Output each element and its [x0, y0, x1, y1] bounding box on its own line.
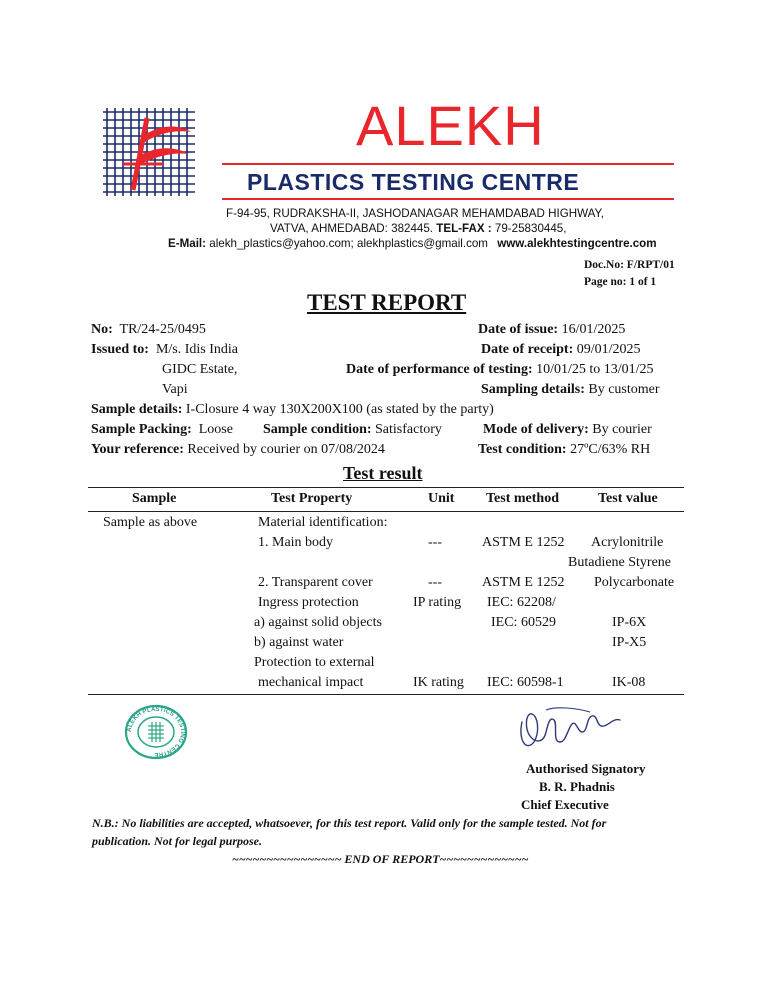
- sample-details: Sample details: I-Closure 4 way 130X200X100 (as stated by the party): [91, 402, 494, 417]
- value-cell: IP-6X: [612, 615, 647, 630]
- brand-divider-lower: [222, 198, 674, 200]
- value-cell: IK-08: [612, 675, 646, 690]
- end-of-report: ~~~~~~~~~~~~~~~~ END OF REPORT~~~~~~~~~~~~~: [232, 852, 529, 866]
- table-row: 2. Transparent cover: [258, 575, 373, 590]
- unit-cell: ---: [428, 535, 442, 550]
- table-row: mechanical impact: [258, 675, 364, 690]
- website: www.alekhtestingcentre.com: [497, 237, 657, 250]
- result-heading: Test result: [343, 463, 423, 483]
- table-top-rule: [88, 487, 684, 488]
- issued-to: Issued to: M/s. Idis India: [91, 342, 239, 357]
- disclaimer-line1: N.B.: No liabilities are accepted, whatsoever, for this test report. Valid only for the sample tested. Not for: [92, 816, 607, 830]
- page-number: Page no: 1 of 1: [584, 276, 657, 288]
- column-header-unit: Unit: [428, 491, 455, 506]
- table-row: b) against water: [254, 635, 344, 650]
- signature-icon: [516, 702, 622, 760]
- sample-cell: Sample as above: [103, 515, 198, 530]
- unit-cell: IP rating: [413, 595, 462, 610]
- date-of-receipt: Date of receipt: 09/01/2025: [481, 342, 641, 357]
- value-cell: Polycarbonate: [594, 575, 675, 590]
- test-condition: Test condition: 27ºC/63% RH: [478, 442, 651, 457]
- address-city: VATVA, AHMEDABAD: 382445.: [270, 222, 434, 235]
- tel-label: TEL-FAX :: [436, 222, 492, 235]
- report-title: TEST REPORT: [307, 290, 467, 315]
- table-row: Ingress protection: [258, 595, 359, 610]
- column-header-value: Test value: [598, 491, 658, 506]
- table-header-rule: [88, 511, 684, 512]
- sample-condition: Sample condition: Satisfactory: [263, 422, 442, 437]
- doc-number: Doc.No: F/RPT/01: [584, 259, 675, 271]
- tel-value: 79-25830445,: [494, 222, 567, 235]
- method-cell: IEC: 60598-1: [487, 675, 564, 690]
- sample-packing: Sample Packing: Loose: [91, 422, 233, 437]
- sampling-details: Sampling details: By customer: [481, 382, 660, 397]
- column-header-method: Test method: [486, 491, 559, 506]
- method-cell: ASTM E 1252: [482, 575, 565, 590]
- seal-stamp-icon: [124, 704, 188, 760]
- table-bottom-rule: [88, 694, 684, 695]
- issued-to-line3: Vapi: [162, 382, 188, 397]
- method-cell: IEC: 62208/: [487, 595, 556, 610]
- table-row: 1. Main body: [258, 535, 334, 550]
- issued-to-line2: GIDC Estate,: [162, 362, 238, 377]
- logo-icon: [103, 108, 195, 196]
- your-reference: Your reference: Received by courier on 07/08/2024: [91, 442, 385, 457]
- email-value: alekh_plastics@yahoo.com; alekhplastics@gmail.com: [209, 237, 488, 250]
- table-row: Protection to external: [254, 655, 375, 670]
- value-cell: IP-X5: [612, 635, 647, 650]
- signatory-role: Chief Executive: [521, 797, 609, 812]
- brand-name: ALEKH: [356, 94, 545, 157]
- method-cell: IEC: 60529: [491, 615, 556, 630]
- table-row: Material identification:: [258, 515, 388, 530]
- value-cell: Butadiene Styrene: [568, 555, 672, 570]
- contact-line: [168, 237, 657, 250]
- brand-divider: [222, 163, 674, 165]
- column-header-sample: Sample: [132, 491, 177, 506]
- method-cell: ASTM E 1252: [482, 535, 565, 550]
- mode-of-delivery: Mode of delivery: By courier: [483, 422, 652, 437]
- address-line1: F-94-95, RUDRAKSHA-II, JASHODANAGAR MEHAMDABAD HIGHWAY,: [226, 207, 604, 220]
- value-cell: Acrylonitrile: [591, 535, 664, 550]
- report-number: No: TR/24-25/0495: [91, 322, 206, 337]
- unit-cell: IK rating: [413, 675, 464, 690]
- brand-subtitle: PLASTICS TESTING CENTRE: [247, 169, 580, 195]
- signatory-title: Authorised Signatory: [526, 761, 646, 776]
- disclaimer-line2: publication. Not for legal purpose.: [92, 834, 263, 848]
- seal-ring-text: ALEKH PLASTICS TESTING CENTRE: [125, 705, 187, 759]
- signatory-name: B. R. Phadnis: [539, 779, 615, 794]
- email-label: E-Mail:: [168, 237, 207, 250]
- column-header-property: Test Property: [271, 491, 353, 506]
- unit-cell: ---: [428, 575, 442, 590]
- address-line2: [270, 222, 566, 235]
- table-row: a) against solid objects: [254, 615, 382, 630]
- date-of-performance: Date of performance of testing: 10/01/25 to 13/01/25: [346, 362, 654, 377]
- date-of-issue: Date of issue: 16/01/2025: [478, 322, 626, 337]
